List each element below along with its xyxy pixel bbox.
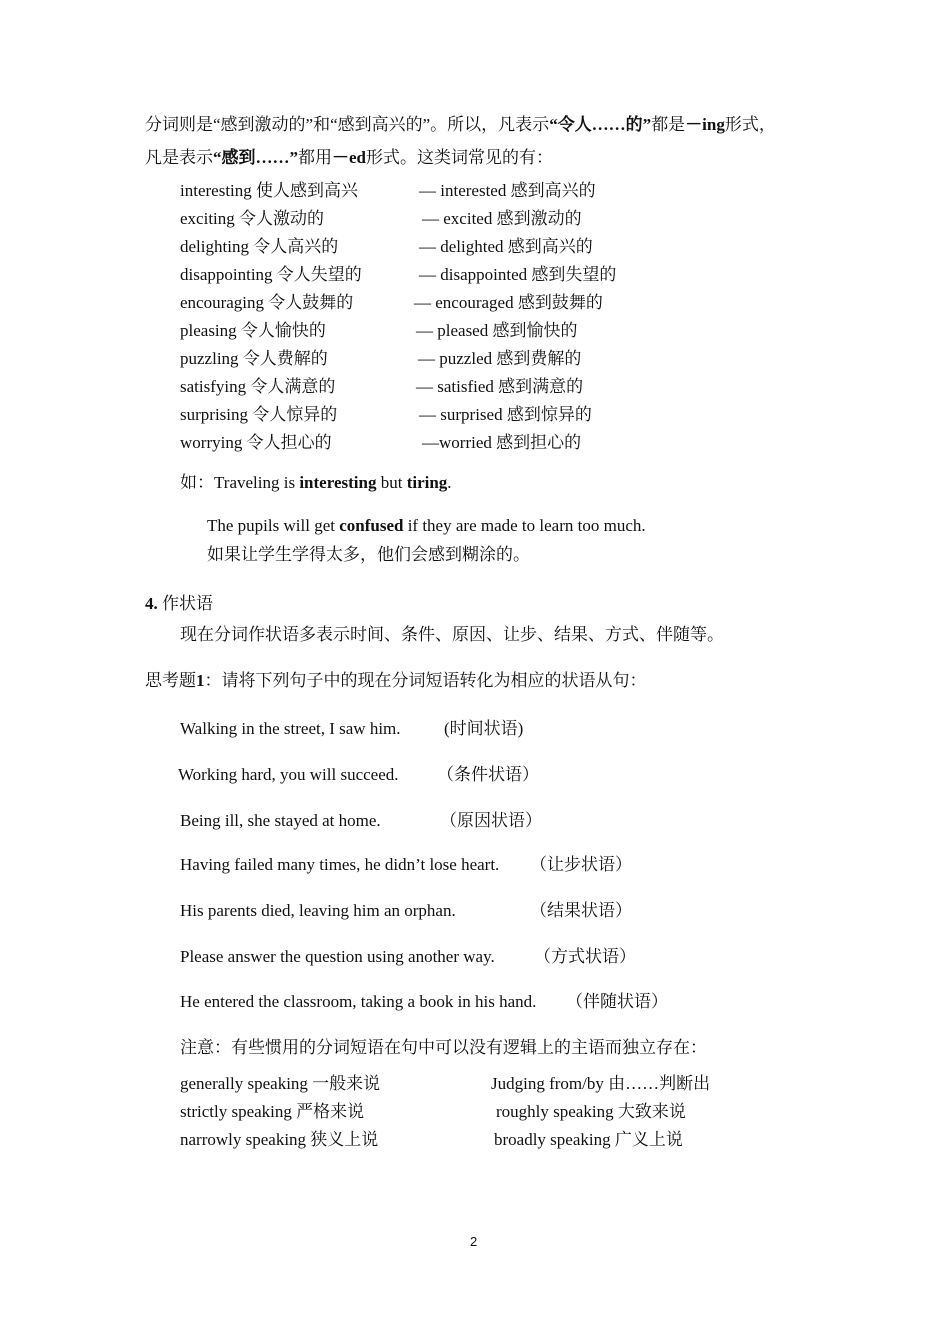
- intro-bold: －ing: [685, 115, 725, 134]
- sentence-en: His parents died, leaving him an orphan.: [180, 901, 456, 920]
- word-ing: worrying 令人担心的: [180, 433, 332, 452]
- word-ing: disappointing 令人失望的: [180, 265, 362, 284]
- word-ed: —worried 感到担心的: [422, 433, 582, 452]
- page-number: 2: [470, 1234, 478, 1249]
- intro-bold: “令人……的”: [549, 115, 652, 134]
- sentence-note: (时间状语): [444, 719, 524, 738]
- sentence-note: （条件状语）: [437, 765, 539, 784]
- phrase-item: generally speaking 一般来说: [180, 1074, 381, 1093]
- word-ed: — delighted 感到高兴的: [419, 237, 593, 256]
- word-ed: — excited 感到激动的: [422, 209, 582, 228]
- intro-line-1: [145, 114, 776, 136]
- example-2: [207, 515, 646, 537]
- example-bold: confused: [339, 516, 404, 535]
- intro-bold: “感到……”: [213, 148, 298, 167]
- example-text: if they are made to learn too much.: [403, 516, 646, 535]
- sentence-note: （让步状语）: [530, 855, 632, 874]
- word-ed: — pleased 感到愉快的: [416, 321, 578, 340]
- question-number: 1: [196, 671, 205, 690]
- word-ing: exciting 令人激动的: [180, 209, 325, 228]
- word-ing: pleasing 令人愉快的: [180, 321, 326, 340]
- word-ing: satisfying 令人满意的: [180, 377, 336, 396]
- sentence-en: Having failed many times, he didn’t lose heart.: [180, 855, 500, 874]
- intro-text: 凡是表示: [145, 148, 213, 167]
- word-ing: delighting 令人高兴的: [180, 237, 339, 256]
- section-description: 现在分词作状语多表示时间、条件、原因、让步、结果、方式、伴随等。: [180, 625, 724, 644]
- question-prefix: 思考题: [145, 671, 196, 690]
- example-bold: interesting: [299, 473, 377, 492]
- intro-text: 形式。这类词常见的有：: [366, 148, 553, 167]
- sentence-en: Please answer the question using another way.: [180, 947, 495, 966]
- sentence-en: He entered the classroom, taking a book in his hand.: [180, 992, 537, 1011]
- question-heading: [145, 670, 647, 692]
- intro-text: 形式，: [724, 115, 776, 134]
- note-text: 注意：有些惯用的分词短语在句中可以没有逻辑上的主语而独立存在：: [180, 1038, 707, 1057]
- word-ed: — disappointed 感到失望的: [419, 265, 617, 284]
- sentence-en: Working hard, you will succeed.: [178, 765, 399, 784]
- section-heading: [145, 593, 213, 615]
- example-1: [180, 472, 452, 494]
- word-ing: encouraging 令人鼓舞的: [180, 293, 354, 312]
- sentence-note: （结果状语）: [530, 901, 632, 920]
- word-ing: interesting 使人感到高兴: [180, 181, 359, 200]
- word-ing: surprising 令人惊异的: [180, 405, 338, 424]
- word-ed: — encouraged 感到鼓舞的: [414, 293, 603, 312]
- sentence-note: （伴随状语）: [566, 992, 668, 1011]
- example-text: The pupils will get: [207, 516, 340, 535]
- sentence-en: Walking in the street, I saw him.: [180, 719, 401, 738]
- word-ed: — surprised 感到惊异的: [419, 405, 592, 424]
- intro-bold: －ed: [332, 148, 366, 167]
- intro-text: 都是: [651, 115, 686, 134]
- example-text: 如：Traveling is: [180, 473, 300, 492]
- example-text: but: [376, 473, 407, 492]
- intro-line-2: [145, 147, 553, 169]
- sentence-note: （原因状语）: [440, 811, 542, 830]
- section-number: 4.: [145, 594, 158, 613]
- word-ed: — puzzled 感到费解的: [418, 349, 582, 368]
- phrase-item: broadly speaking 广义上说: [494, 1130, 683, 1149]
- word-ed: — satisfied 感到满意的: [416, 377, 584, 396]
- word-ed: — interested 感到高兴的: [419, 181, 596, 200]
- phrase-item: roughly speaking 大致来说: [496, 1102, 686, 1121]
- sentence-en: Being ill, she stayed at home.: [180, 811, 381, 830]
- intro-text: 分词则是“感到激动的”和“感到高兴的”。所以，凡表示: [145, 115, 550, 134]
- question-text: ：请将下列句子中的现在分词短语转化为相应的状语从句：: [204, 671, 647, 690]
- intro-text: 都用: [298, 148, 332, 167]
- example-bold: tiring: [406, 473, 448, 492]
- phrase-item: Judging from/by 由……判断出: [491, 1074, 711, 1093]
- phrase-item: strictly speaking 严格来说: [180, 1102, 365, 1121]
- word-ing: puzzling 令人费解的: [180, 349, 328, 368]
- section-title: 作状语: [162, 594, 213, 613]
- sentence-note: （方式状语）: [534, 947, 636, 966]
- example-text: .: [447, 473, 452, 492]
- phrase-item: narrowly speaking 狭义上说: [180, 1130, 379, 1149]
- example-2-translation: 如果让学生学得太多，他们会感到糊涂的。: [207, 545, 530, 564]
